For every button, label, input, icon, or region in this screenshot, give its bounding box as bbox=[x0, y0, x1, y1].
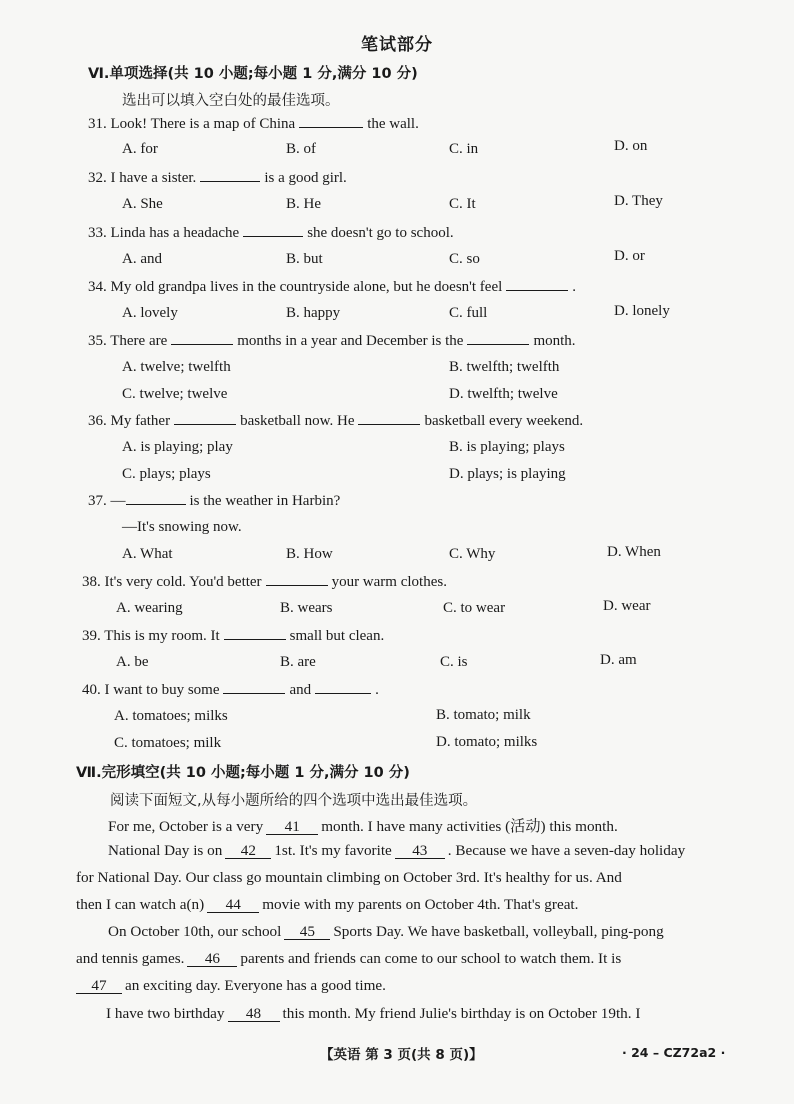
question-33 bbox=[88, 224, 454, 242]
question-32-text: 32. I have a sister. bbox=[88, 170, 197, 186]
section-7-heading: Ⅶ.完形填空(共 10 小题;每小题 1 分,满分 10 分) bbox=[76, 765, 410, 781]
question-35-text: 35. There are bbox=[88, 333, 168, 349]
option-b: B. of bbox=[286, 141, 316, 157]
option-d: D. am bbox=[600, 652, 637, 668]
cloze-blank-48: 48 bbox=[228, 1006, 280, 1022]
answer-blank bbox=[174, 412, 236, 425]
passage-text: 1st. It's my favorite bbox=[274, 842, 392, 859]
passage-text: National Day is on bbox=[108, 842, 223, 859]
question-37 bbox=[88, 492, 340, 510]
option-c: C. is bbox=[440, 654, 468, 670]
passage-text: On October 10th, our school bbox=[108, 923, 282, 940]
cloze-blank-45: 45 bbox=[284, 924, 330, 940]
cloze-blank-44: 44 bbox=[207, 897, 259, 913]
answer-blank bbox=[506, 278, 568, 291]
option-d: D. or bbox=[614, 248, 645, 264]
answer-blank bbox=[299, 115, 363, 128]
option-c: C. It bbox=[449, 196, 476, 212]
option-b: B. are bbox=[280, 654, 316, 670]
option-d: D. tomato; milks bbox=[436, 734, 538, 750]
passage-text: this month. My friend Julie's birthday is on October 19th. I bbox=[282, 1005, 641, 1022]
option-a: A. tomatoes; milks bbox=[114, 708, 228, 724]
answer-blank bbox=[171, 332, 233, 345]
cloze-blank-47: 47 bbox=[76, 978, 122, 994]
question-40-text-mid: and bbox=[289, 682, 312, 698]
question-32 bbox=[88, 169, 347, 187]
passage-text: For me, October is a very bbox=[108, 818, 264, 835]
passage-line-5 bbox=[108, 923, 664, 941]
option-b: B. He bbox=[286, 196, 321, 212]
cloze-blank-46: 46 bbox=[187, 951, 237, 967]
passage-text: then I can watch a(n) bbox=[76, 896, 205, 913]
cloze-blank-42: 42 bbox=[225, 843, 271, 859]
option-c: C. twelve; twelve bbox=[122, 386, 228, 402]
question-38 bbox=[82, 573, 447, 591]
passage-text: parents and friends can come to our school to watch them. It is bbox=[240, 950, 622, 967]
passage-line-1 bbox=[108, 815, 618, 836]
passage-line-8 bbox=[106, 1005, 640, 1023]
option-b: B. happy bbox=[286, 305, 341, 321]
passage-text: an exciting day. Everyone has a good time. bbox=[125, 977, 386, 994]
option-a: A. and bbox=[122, 251, 162, 267]
passage-text: movie with my parents on October 4th. That's great. bbox=[262, 896, 579, 913]
option-b: B. is playing; plays bbox=[449, 439, 565, 455]
option-d: D. When bbox=[607, 544, 661, 560]
answer-blank bbox=[243, 224, 303, 237]
question-37-reply: —It's snowing now. bbox=[122, 519, 242, 535]
option-a: A. is playing; play bbox=[122, 439, 233, 455]
answer-blank bbox=[223, 681, 285, 694]
answer-blank bbox=[358, 412, 420, 425]
option-c: C. so bbox=[449, 251, 480, 267]
question-33-text: 33. Linda has a headache bbox=[88, 225, 240, 241]
question-31 bbox=[88, 115, 419, 133]
option-b: B. tomato; milk bbox=[436, 707, 531, 723]
option-b: B. but bbox=[286, 251, 323, 267]
question-38-text: 38. It's very cold. You'd better bbox=[82, 574, 262, 590]
passage-text: and tennis games. bbox=[76, 950, 185, 967]
passage-text: . Because we have a seven-day holiday bbox=[447, 842, 686, 859]
passage-text: month. I have many activities (活动) this month. bbox=[321, 818, 618, 835]
option-c: C. full bbox=[449, 305, 488, 321]
question-31-text-end: the wall. bbox=[367, 116, 419, 132]
question-34-text: 34. My old grandpa lives in the countryside alone, but he doesn't feel bbox=[88, 279, 503, 295]
option-a: A. lovely bbox=[122, 305, 178, 321]
option-b: B. twelfth; twelfth bbox=[449, 359, 560, 375]
section-6-heading: Ⅵ.单项选择(共 10 小题;每小题 1 分,满分 10 分) bbox=[88, 66, 418, 82]
option-b: B. How bbox=[286, 546, 333, 562]
answer-blank bbox=[467, 332, 529, 345]
answer-blank bbox=[266, 573, 328, 586]
option-b: B. wears bbox=[280, 600, 333, 616]
passage-line-2 bbox=[108, 842, 685, 860]
question-40 bbox=[82, 681, 379, 699]
page-title: 笔试部分 bbox=[361, 35, 433, 55]
answer-blank bbox=[224, 627, 286, 640]
section-6-instruction: 选出可以填入空白处的最佳选项。 bbox=[122, 93, 340, 109]
passage-line-3: for National Day. Our class go mountain climbing on October 3rd. It's healthy for us. And bbox=[76, 869, 622, 886]
passage-text: I have two birthday bbox=[106, 1005, 225, 1022]
cloze-blank-43: 43 bbox=[395, 843, 445, 859]
section-7-instruction: 阅读下面短文,从每小题所给的四个选项中选出最佳选项。 bbox=[110, 793, 478, 809]
option-c: C. tomatoes; milk bbox=[114, 735, 222, 751]
question-36-text-mid: basketball now. He bbox=[240, 413, 355, 429]
answer-blank bbox=[200, 169, 260, 182]
page-footer: 【英语 第 3 页(共 8 页)】 bbox=[320, 1047, 483, 1063]
question-40-text-end: . bbox=[375, 682, 379, 698]
question-34-text-end: . bbox=[572, 279, 577, 295]
question-36-text-end: basketball every weekend. bbox=[424, 413, 584, 429]
question-37-text-end: is the weather in Harbin? bbox=[189, 493, 341, 509]
question-35 bbox=[88, 332, 576, 350]
question-36 bbox=[88, 412, 583, 430]
option-a: A. wearing bbox=[116, 600, 183, 616]
question-31-text: 31. Look! There is a map of China bbox=[88, 116, 296, 132]
option-c: C. plays; plays bbox=[122, 466, 211, 482]
question-36-text: 36. My father bbox=[88, 413, 171, 429]
question-39 bbox=[82, 627, 384, 645]
question-34 bbox=[88, 278, 576, 296]
cloze-blank-41: 41 bbox=[266, 819, 318, 835]
question-35-text-end: month. bbox=[533, 333, 576, 349]
option-d: D. They bbox=[614, 193, 663, 209]
question-35-text-mid: months in a year and December is the bbox=[237, 333, 464, 349]
question-37-text: 37. — bbox=[88, 493, 126, 509]
question-39-text-end: small but clean. bbox=[289, 628, 385, 644]
option-a: A. What bbox=[122, 546, 173, 562]
question-33-text-end: she doesn't go to school. bbox=[307, 225, 454, 241]
question-40-text: 40. I want to buy some bbox=[82, 682, 220, 698]
passage-text: Sports Day. We have basketball, volleyball, ping-pong bbox=[333, 923, 664, 940]
option-a: A. be bbox=[116, 654, 149, 670]
option-d: D. plays; is playing bbox=[449, 466, 566, 482]
option-a: A. She bbox=[122, 196, 163, 212]
passage-line-7 bbox=[76, 977, 386, 995]
passage-line-6 bbox=[76, 950, 621, 968]
option-c: C. in bbox=[449, 141, 479, 157]
option-d: D. on bbox=[614, 138, 648, 154]
question-39-text: 39. This is my room. It bbox=[82, 628, 220, 644]
question-38-text-end: your warm clothes. bbox=[331, 574, 447, 590]
option-a: A. for bbox=[122, 141, 158, 157]
option-d: D. lonely bbox=[614, 303, 670, 319]
option-c: C. to wear bbox=[443, 600, 506, 616]
answer-blank bbox=[126, 492, 186, 505]
option-c: C. Why bbox=[449, 546, 496, 562]
answer-blank bbox=[315, 681, 371, 694]
question-32-text-end: is a good girl. bbox=[264, 170, 347, 186]
option-a: A. twelve; twelfth bbox=[122, 359, 231, 375]
passage-line-4 bbox=[76, 896, 578, 914]
option-d: D. wear bbox=[603, 598, 651, 614]
paper-code: · 24 – CZ72a2 · bbox=[622, 1045, 726, 1060]
option-d: D. twelfth; twelve bbox=[449, 386, 558, 402]
